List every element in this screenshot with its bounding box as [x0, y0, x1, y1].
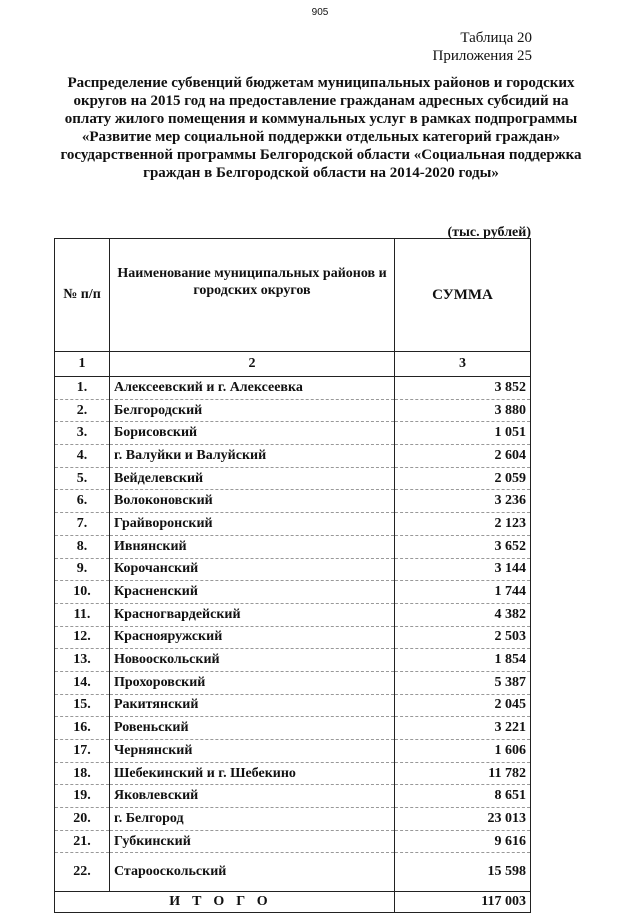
table-row [55, 581, 531, 604]
row-sum: 15 598 [395, 853, 531, 892]
row-number: 16. [55, 717, 110, 740]
row-sum: 2 059 [395, 467, 531, 490]
row-number: 5. [55, 467, 110, 490]
table-row [55, 830, 531, 853]
row-number: 3. [55, 422, 110, 445]
district-name: Волоконовский [110, 490, 395, 513]
district-name: Новооскольский [110, 649, 395, 672]
table-row [55, 649, 531, 672]
table-row [55, 422, 531, 445]
row-sum: 5 387 [395, 671, 531, 694]
row-sum: 3 852 [395, 377, 531, 400]
total-row [55, 892, 531, 913]
district-name: Чернянский [110, 740, 395, 763]
table-row [55, 377, 531, 400]
row-sum: 3 880 [395, 399, 531, 422]
district-name: Белгородский [110, 399, 395, 422]
appendix-reference: Приложения 25 [432, 48, 532, 64]
district-name: Шебекинский и г. Шебекино [110, 762, 395, 785]
table-row [55, 717, 531, 740]
district-name: Прохоровский [110, 671, 395, 694]
district-name: г. Белгород [110, 808, 395, 831]
table-header-row [55, 239, 531, 352]
total-sum: 117 003 [395, 892, 531, 913]
row-sum: 1 854 [395, 649, 531, 672]
row-sum: 2 503 [395, 626, 531, 649]
row-number: 19. [55, 785, 110, 808]
district-name: Красненский [110, 581, 395, 604]
table-row [55, 490, 531, 513]
table-row [55, 808, 531, 831]
table-row [55, 513, 531, 536]
district-name: Старооскольский [110, 853, 395, 892]
district-name: Ровеньский [110, 717, 395, 740]
row-number: 11. [55, 603, 110, 626]
row-number: 15. [55, 694, 110, 717]
header-sum: СУММА [395, 239, 531, 352]
row-sum: 2 045 [395, 694, 531, 717]
row-sum: 1 744 [395, 581, 531, 604]
column-number: 2 [110, 352, 395, 377]
district-name: Красногвардейский [110, 603, 395, 626]
district-name: Ракитянский [110, 694, 395, 717]
subsidy-table [54, 238, 531, 913]
total-label: ИТОГО [55, 892, 395, 913]
table-row [55, 399, 531, 422]
table-row [55, 626, 531, 649]
table-row [55, 558, 531, 581]
district-name: Ивнянский [110, 535, 395, 558]
column-number: 3 [395, 352, 531, 377]
table-row [55, 853, 531, 892]
district-name: Вейделевский [110, 467, 395, 490]
header-number: № п/п [55, 239, 110, 352]
row-number: 6. [55, 490, 110, 513]
row-sum: 2 604 [395, 445, 531, 468]
row-sum: 8 651 [395, 785, 531, 808]
table-row [55, 740, 531, 763]
table-row [55, 762, 531, 785]
table-row [55, 445, 531, 468]
row-number: 10. [55, 581, 110, 604]
district-name: Краснояружский [110, 626, 395, 649]
row-sum: 11 782 [395, 762, 531, 785]
row-number: 7. [55, 513, 110, 536]
table-reference: Таблица 20 [460, 30, 532, 46]
row-sum: 1 051 [395, 422, 531, 445]
row-sum: 23 013 [395, 808, 531, 831]
table-row [55, 671, 531, 694]
district-name: Алексеевский и г. Алексеевка [110, 377, 395, 400]
row-number: 9. [55, 558, 110, 581]
row-number: 14. [55, 671, 110, 694]
district-name: г. Валуйки и Валуйский [110, 445, 395, 468]
row-sum: 3 652 [395, 535, 531, 558]
row-number: 22. [55, 853, 110, 892]
row-number: 1. [55, 377, 110, 400]
units-label: (тыс. рублей) [447, 225, 531, 240]
table-row [55, 694, 531, 717]
district-name: Грайворонский [110, 513, 395, 536]
column-numbers-row [55, 352, 531, 377]
table-row [55, 603, 531, 626]
district-name: Губкинский [110, 830, 395, 853]
row-number: 12. [55, 626, 110, 649]
row-number: 20. [55, 808, 110, 831]
table-row [55, 467, 531, 490]
row-sum: 3 144 [395, 558, 531, 581]
document-title: Распределение субвенций бюджетам муниципальных районов и городских округов на 2015 год на предоставление гражданам адресных субсидий на оплату жилого помещения и коммунальных услуг в рамках подпрограммы «Развитие мер социальной поддержки отдельных категорий граждан» государственной программы Белгородской области «Социальная поддержка граждан в Белгородской области на 2014-2020 годы» [60, 75, 582, 181]
district-name: Яковлевский [110, 785, 395, 808]
row-sum: 9 616 [395, 830, 531, 853]
row-number: 4. [55, 445, 110, 468]
row-sum: 1 606 [395, 740, 531, 763]
row-number: 8. [55, 535, 110, 558]
row-number: 17. [55, 740, 110, 763]
district-name: Корочанский [110, 558, 395, 581]
row-sum: 2 123 [395, 513, 531, 536]
header-name: Наименование муниципальных районов и городских округов [110, 239, 395, 352]
row-sum: 3 221 [395, 717, 531, 740]
table-row [55, 785, 531, 808]
page-number: 905 [311, 7, 329, 18]
row-sum: 4 382 [395, 603, 531, 626]
table-row [55, 535, 531, 558]
district-name: Борисовский [110, 422, 395, 445]
row-number: 18. [55, 762, 110, 785]
row-number: 13. [55, 649, 110, 672]
column-number: 1 [55, 352, 110, 377]
row-number: 21. [55, 830, 110, 853]
row-sum: 3 236 [395, 490, 531, 513]
row-number: 2. [55, 399, 110, 422]
